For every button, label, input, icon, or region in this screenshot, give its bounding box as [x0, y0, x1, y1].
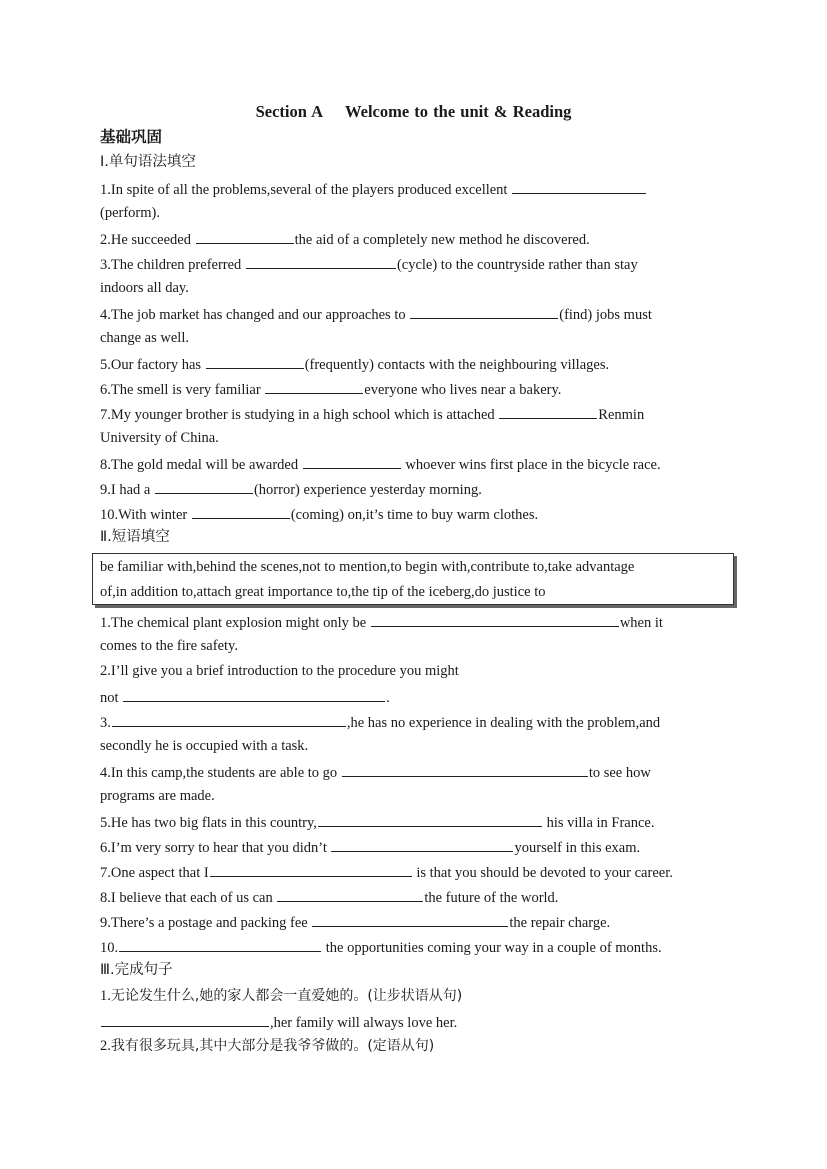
s3-item-2: 2.我有很多玩具,其中大部分是我爷爷做的。(定语从句)	[100, 1038, 435, 1054]
answer-blank[interactable]	[155, 479, 253, 494]
answer-blank[interactable]	[112, 712, 346, 727]
answer-blank[interactable]	[265, 379, 363, 394]
answer-blank[interactable]	[206, 354, 304, 369]
s1-item-3: 3.The children preferred (cycle) to the countryside rather than stay	[100, 254, 638, 274]
s2-item-4-cont: programs are made.	[100, 788, 215, 804]
answer-blank[interactable]	[119, 937, 321, 952]
s1-item-5: 5.Our factory has (frequently) contacts with the neighbouring villages.	[100, 354, 609, 374]
answer-blank[interactable]	[101, 1012, 269, 1027]
s2-item-5: 5.He has two big flats in this country, his villa in France.	[100, 812, 654, 832]
s2-item-1-cont: comes to the fire safety.	[100, 638, 238, 654]
s1-item-8: 8.The gold medal will be awarded whoever wins first place in the bicycle race.	[100, 454, 661, 474]
answer-blank[interactable]	[196, 229, 294, 244]
page-title	[0, 102, 827, 122]
s2-item-2-cont: not .	[100, 687, 390, 707]
s1-item-2: 2.He succeeded the aid of a completely new method he discovered.	[100, 229, 590, 249]
s1-item-4: 4.The job market has changed and our approaches to (find) jobs must	[100, 304, 652, 324]
answer-blank[interactable]	[246, 254, 396, 269]
s3-item-1-cont: ,her family will always love her.	[100, 1012, 457, 1032]
s1-item-1: 1.In spite of all the problems,several of the players produced excellent	[100, 179, 647, 199]
s1-item-6: 6.The smell is very familiar everyone who lives near a bakery.	[100, 379, 561, 399]
answer-blank[interactable]	[123, 687, 385, 702]
section3-heading: Ⅲ.完成句子	[100, 962, 173, 978]
answer-blank[interactable]	[371, 612, 619, 627]
title-topic: Welcome to the unit & Reading	[345, 102, 572, 121]
section1-heading: Ⅰ.单句语法填空	[100, 154, 196, 170]
answer-blank[interactable]	[210, 862, 412, 877]
answer-blank[interactable]	[303, 454, 401, 469]
phrase-bank-line2: of,in addition to,attach great importance to,the tip of the iceberg,do justice to	[100, 584, 546, 600]
title-section: Section A	[255, 102, 324, 121]
s1-item-10: 10.With winter (coming) on,it’s time to buy warm clothes.	[100, 504, 538, 524]
s2-item-6: 6.I’m very sorry to hear that you didn’t yourself in this exam.	[100, 837, 640, 857]
s1-item-7: 7.My younger brother is studying in a high school which is attached Renmin	[100, 404, 644, 424]
answer-blank[interactable]	[331, 837, 513, 852]
s1-item-7-cont: University of China.	[100, 430, 219, 446]
answer-blank[interactable]	[499, 404, 597, 419]
s1-item-3-cont: indoors all day.	[100, 280, 189, 296]
answer-blank[interactable]	[512, 179, 646, 194]
s2-item-4: 4.In this camp,the students are able to go to see how	[100, 762, 651, 782]
s2-item-7: 7.One aspect that I is that you should be devoted to your career.	[100, 862, 673, 882]
answer-blank[interactable]	[342, 762, 588, 777]
answer-blank[interactable]	[318, 812, 542, 827]
s2-item-1: 1.The chemical plant explosion might only be when it	[100, 612, 663, 632]
s2-item-10: 10. the opportunities coming your way in a couple of months.	[100, 937, 662, 957]
s2-item-3: 3. ,he has no experience in dealing with the problem,and	[100, 712, 660, 732]
s1-item-1-cont: (perform).	[100, 205, 160, 221]
s2-item-9: 9.There’s a postage and packing fee the repair charge.	[100, 912, 610, 932]
answer-blank[interactable]	[312, 912, 508, 927]
basics-heading: 基础巩固	[100, 128, 163, 146]
answer-blank[interactable]	[410, 304, 558, 319]
s2-item-2: 2.I’ll give you a brief introduction to the procedure you might	[100, 663, 459, 679]
answer-blank[interactable]	[277, 887, 423, 902]
answer-blank[interactable]	[192, 504, 290, 519]
section2-heading: Ⅱ.短语填空	[100, 529, 170, 545]
s2-item-8: 8.I believe that each of us can the future of the world.	[100, 887, 558, 907]
s1-item-4-cont: change as well.	[100, 330, 189, 346]
s2-item-3-cont: secondly he is occupied with a task.	[100, 738, 309, 754]
phrase-bank-line1: be familiar with,behind the scenes,not to mention,to begin with,contribute to,take advantage	[100, 559, 635, 575]
s1-item-9: 9.I had a (horror) experience yesterday morning.	[100, 479, 482, 499]
s3-item-1: 1.无论发生什么,她的家人都会一直爱她的。(让步状语从句)	[100, 988, 463, 1004]
